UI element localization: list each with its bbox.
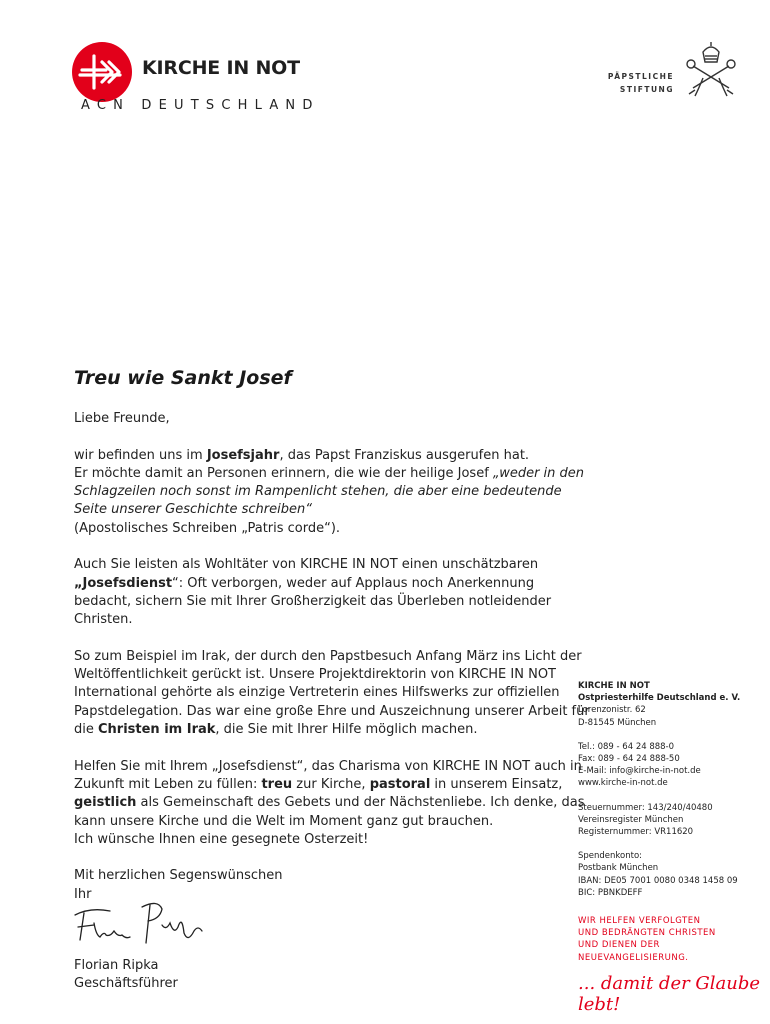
paragraph-1	[74, 447, 594, 538]
phone: Tel.: 089 - 64 24 888-0	[578, 741, 675, 752]
bold-text: pastoral	[369, 776, 431, 792]
bold-text: Josefsjahr	[206, 447, 280, 463]
motto-line-1: WIR HELFEN VERFOLGTEN	[578, 916, 701, 926]
papal-foundation-label	[608, 70, 674, 96]
slogan: ... damit der Glaube lebt!	[578, 973, 761, 1015]
text: Ich wünsche Ihnen eine gesegnete Osterzeit!	[74, 831, 369, 847]
mission-motto	[578, 915, 716, 964]
signer-block	[74, 957, 178, 993]
greeting: Liebe Freunde,	[74, 411, 170, 426]
brand-name: KIRCHE IN NOT	[142, 57, 300, 79]
org-name: KIRCHE IN NOT	[578, 681, 650, 691]
text: Er möchte damit an Personen erinnern, die wie der heilige Josef	[74, 465, 493, 481]
contact-sidebar	[578, 680, 758, 911]
phone-block	[578, 741, 758, 790]
text: als Gemeinschaft des Gebets und der Nächstenliebe. Ich denke, das kann unsere Kirche und die Welt im Moment ganz gut brauchen.	[74, 795, 585, 829]
motto-line-3: UND DIENEN DER	[578, 940, 660, 951]
handwritten-signature	[70, 895, 210, 950]
papal-line-1: PÄPSTLICHE	[607, 72, 674, 81]
motto-line-4: NEUEVANGELISIERUNG.	[578, 952, 689, 963]
registry-block	[578, 802, 758, 839]
text: Auch Sie leisten als Wohltäter von KIRCHE IN NOT einen unschätzbaren	[74, 557, 539, 573]
bold-text: Christen im Irak	[98, 722, 216, 738]
brand-subtitle: ACN DEUTSCHLAND	[81, 98, 320, 113]
signer-role: Geschäftsführer	[74, 976, 178, 991]
paragraph-3	[74, 648, 594, 739]
text: in unserem Einsatz,	[430, 776, 563, 792]
text: So zum Beispiel im Irak, der durch den Papstbesuch Anfang März ins Licht der Weltöffentlichkeit gerückt ist. Unsere Projektdirektorin von KIRCHE IN NOT International gehörte als einzige Vertreterin eines Hilfswerks zur offiziellen Papstdelegation. Das war eine große Ehre und Auszeichnung unserer Arbeit für die	[74, 648, 590, 738]
paragraph-2	[74, 556, 594, 629]
account-label: Spendenkonto:	[578, 851, 643, 862]
email-link[interactable]: E-Mail: info@kirche-in-not.de	[578, 766, 701, 777]
closing-line-1: Mit herzlichen Segenswünschen	[74, 868, 283, 884]
fax: Fax: 089 - 64 24 888-50	[578, 754, 680, 765]
papal-keys-emblem-icon	[681, 40, 741, 98]
text: Helfen Sie mit Ihrem „Josefsdienst“, das Charisma von KIRCHE IN NOT auch in Zukunft mit Leben zu füllen:	[74, 758, 582, 792]
tax-number: Steuernummer: 143/240/40480	[578, 802, 713, 813]
bic: BIC: PBNKDEFF	[578, 887, 643, 898]
org-full-name: Ostpriesterhilfe Deutschland e. V.	[578, 693, 741, 704]
address-block	[578, 680, 758, 729]
text: “: Oft verborgen, weder auf Applaus noch Anerkennung bedacht, sichern Sie mit Ihrer Großherzigkeit das Überleben notleidender Christen.	[74, 575, 552, 628]
register: Vereinsregister München	[578, 814, 684, 825]
bold-text: geistlich	[74, 795, 137, 811]
bold-text: „Josefsdienst	[74, 575, 173, 591]
register-number: Registernummer: VR11620	[578, 827, 694, 838]
paragraph-4	[74, 758, 594, 849]
papal-line-2: STIFTUNG	[619, 85, 674, 94]
website-link[interactable]: www.kirche-in-not.de	[578, 778, 668, 789]
bold-text: treu	[261, 776, 293, 792]
letter-body	[74, 410, 594, 904]
quote-text: „weder in den Schlagzeilen noch sonst im Rampenlicht stehen, die aber eine bedeutende Seite unserer Geschichte schreiben“	[74, 465, 585, 518]
motto-line-2: UND BEDRÄNGTEN CHRISTEN	[578, 928, 716, 939]
street: Lorenzonistr. 62	[578, 705, 646, 716]
bank-name: Postbank München	[578, 863, 659, 874]
kirche-in-not-logo-icon	[72, 42, 132, 102]
text: zur Kirche,	[292, 776, 370, 792]
text: , die Sie mit Ihrer Hilfe möglich machen.	[215, 722, 478, 738]
bank-block	[578, 850, 758, 899]
closing-line-2: Ihr	[74, 886, 92, 902]
signer-name: Florian Ripka	[74, 958, 159, 973]
city: D-81545 München	[578, 717, 657, 728]
text: (Apostolisches Schreiben „Patris corde“).	[74, 520, 341, 536]
letter-title: Treu wie Sankt Josef	[74, 367, 292, 389]
text: , das Papst Franziskus ausgerufen hat.	[279, 447, 530, 463]
iban: IBAN: DE05 7001 0080 0348 1458 09	[578, 875, 738, 886]
text: wir befinden uns im	[74, 447, 207, 463]
